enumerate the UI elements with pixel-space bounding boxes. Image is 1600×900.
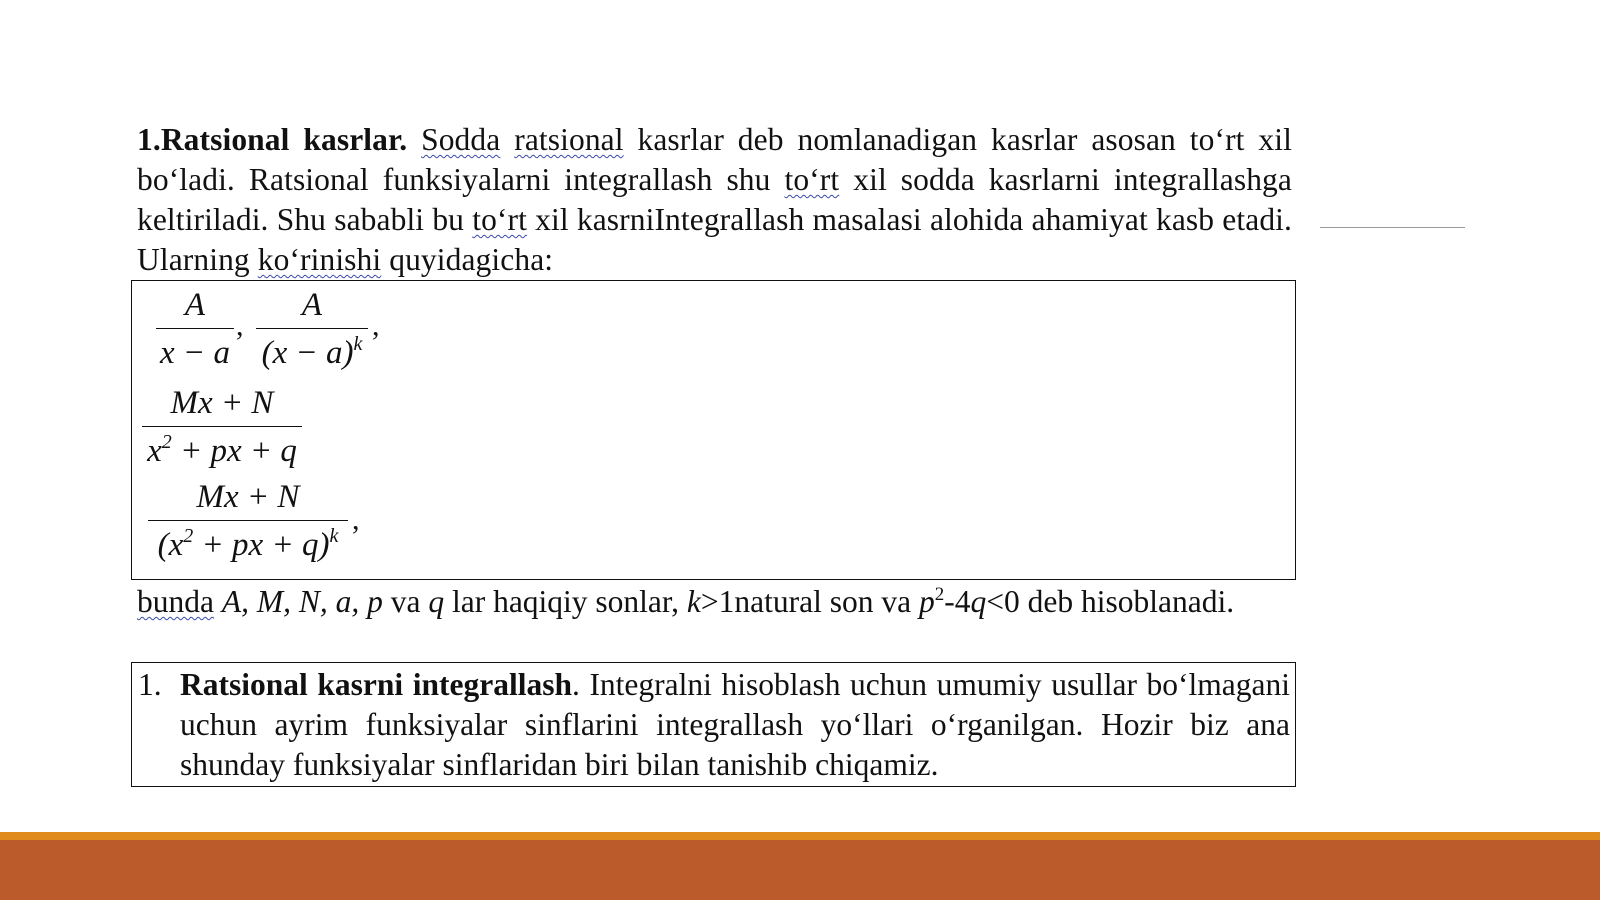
fraction-simple [156,285,234,373]
math-variable: k [686,584,701,619]
fraction-bar [148,520,348,521]
denominator-rest: + px + q) [193,527,330,563]
fraction-bar [156,328,234,329]
text-run: xil kasrniIntegrallash masalasi alohida ahamiyat kasb etadi. Ularning [137,202,1293,277]
denominator-var: (x [157,527,184,563]
fraction-numerator: Mx + N [196,479,300,515]
text-run: lar haqiqiy sonlar, [444,584,687,619]
formula-box [131,280,1296,580]
fraction-bar [142,426,302,427]
fraction-bar [256,328,368,329]
math-variable: p [918,584,935,619]
math-variable: q [970,584,987,619]
separator-comma: , [352,503,360,536]
text-run: <0 deb hisoblanadi. [986,584,1235,619]
margin-rule [1320,227,1465,228]
exponent: 2 [934,584,945,605]
list-item-title: Ratsional kasrni integrallash [180,667,572,702]
numbered-list-box [131,662,1296,787]
fraction-numerator: A [184,287,206,323]
list-item-text [180,665,1290,785]
spellcheck-word: to‘rt [472,202,527,237]
spellcheck-word: ko‘rinishi [257,242,382,277]
spellcheck-word: Sodda [421,122,501,157]
exponent: k [353,333,363,355]
fraction-numerator: A [301,287,323,323]
spellcheck-word: bunda [137,584,214,619]
fraction-denominator [142,431,302,471]
text-run: va [382,584,429,619]
spellcheck-word: ratsional [514,122,624,157]
text-run: >1natural son va [700,584,919,619]
fraction-power [256,285,368,373]
exponent: k [329,525,339,547]
fraction-denominator: x − a [160,335,230,371]
exponent: 2 [183,525,194,547]
section-title: 1.Ratsional kasrlar. [137,122,408,157]
math-variables: A, M, N, a, p [221,584,383,619]
list-number: 1. [138,667,162,702]
text-run: -4 [944,584,971,619]
exponent: 2 [161,431,172,453]
conditions-paragraph [137,582,1292,626]
text-run: kasrlar deb nomlanadigan kasrlar asosan to‘rt xil bo‘ladi. Ratsional funksiyalarni integrallash shu [137,122,1292,197]
separator-comma: , [372,309,380,342]
text-run [407,122,421,157]
denominator-rest: + px + q [171,433,297,469]
fraction-denominator [148,525,348,565]
denominator-base: (x − a) [261,335,354,371]
footer-accent-bar [0,832,1600,840]
list-item-body: . Integralni hisoblash uchun umumiy usullar bo‘lmagani uchun ayrim funksiyalar sinflarini integrallash yo‘llari o‘rganilgan. Hozir biz ana shunday funksiyalar sinflaridan biri bilan tanishib chiqamiz. [180,667,1290,782]
text-run [500,122,514,157]
spellcheck-word: to‘rt [784,162,840,197]
fraction-denominator [256,333,368,373]
text-run: xil sodda kasrlarni integrallashga keltiriladi. Shu sababli bu [137,162,1292,237]
fraction-numerator: Mx + N [170,385,274,421]
denominator-var: x [147,433,162,469]
footer-bar [0,840,1600,900]
text-run: quyidagicha: [381,242,554,277]
fraction-quadratic-power [148,477,348,565]
text-run [214,584,222,619]
fraction-quadratic [142,383,302,471]
separator-comma: , [236,309,244,342]
intro-paragraph [137,120,1292,280]
math-variable: q [428,584,445,619]
